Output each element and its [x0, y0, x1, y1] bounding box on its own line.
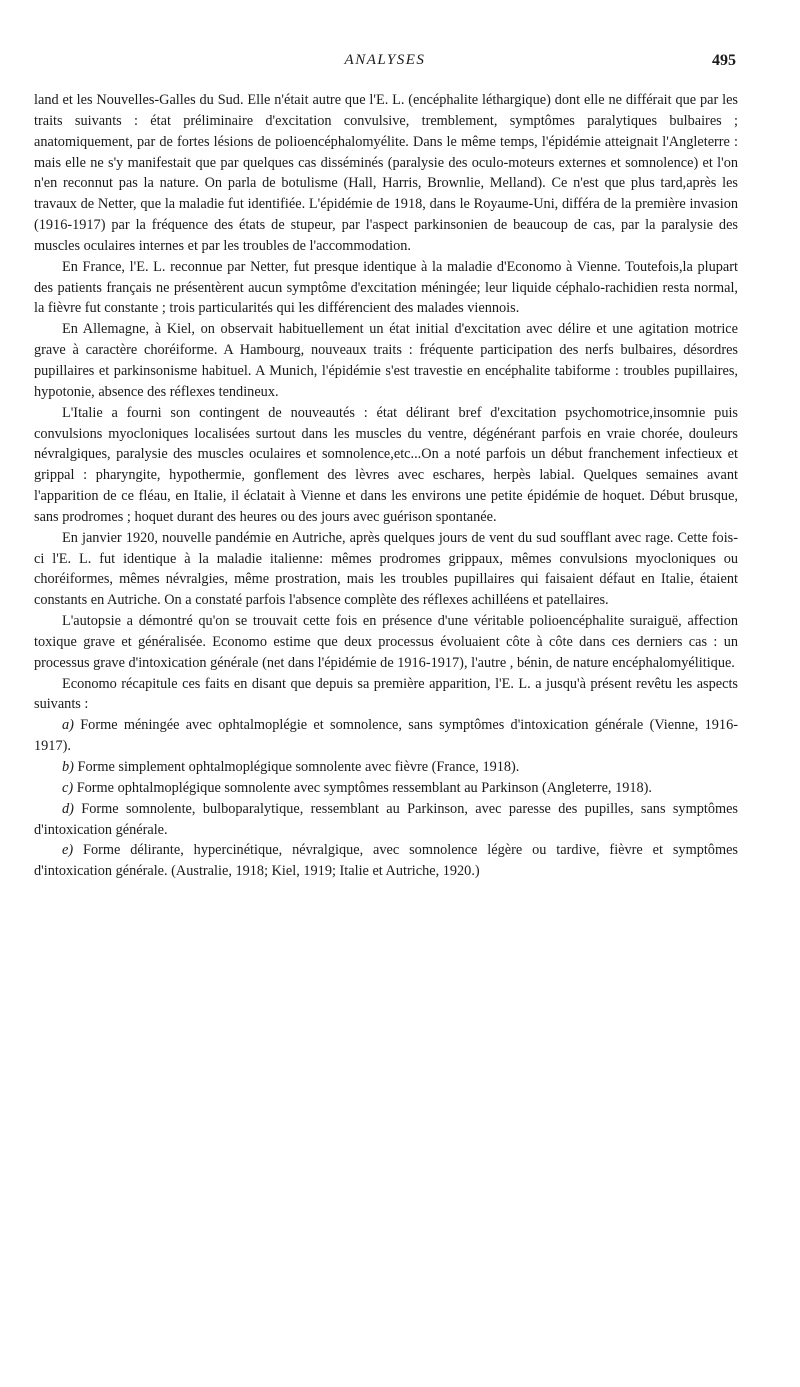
paragraph: En janvier 1920, nouvelle pandémie en Autriche, après quelques jours de vent du sud soufflant avec rage. Cette fois-ci l'E. L. fut identique à la maladie italienne: mêmes prodromes grippaux, mêmes convulsions myocloniques ou choréiformes, mêmes névralgies, même prostration, mais les troubles pupillaires qui faisaient défaut en Italie, étaient constants en Autriche. On a constaté parfois l'absence complète des réflexes achilléens et patellaires. [34, 529, 738, 609]
list-item-letter: a) [62, 717, 74, 734]
body-text [34, 90, 738, 882]
running-header [34, 52, 736, 72]
list-item [34, 757, 738, 778]
list-item-text: Forme délirante, hypercinétique, névralgique, avec somnolence légère ou tardive, fièvre et symptômes d'intoxication générale. (Australie, 1918; Kiel, 1919; Italie et Autriche, 1920.) [34, 842, 738, 880]
list-item [34, 799, 738, 841]
list-item-letter: e) [62, 842, 74, 859]
paragraph: En France, l'E. L. reconnue par Netter, fut presque identique à la maladie d'Economo à Vienne. Toutefois,la plupart des patients français ne présentèrent aucun symptôme d'excitation méningée; leur liquide céphalo-rachidien resta normal, la fièvre fut constante ; trois particularités qui les différencient des malades viennois. [34, 258, 738, 317]
list-item [34, 715, 738, 757]
paragraph: L'autopsie a démontré qu'on se trouvait cette fois en présence d'une véritable polioencéphalite suraiguë, affection toxique grave et généralisée. Economo estime que deux processus évoluaient côte à côte dans ces derniers cas : un processus grave d'intoxication générale (net dans l'épidémie de 1916-1917), l'autre , bénin, de nature encéphalomyélitique. [34, 613, 738, 671]
list-item-text: Forme ophtalmoplégique somnolente avec symptômes ressemblant au Parkinson (Angleterre, 1918). [76, 779, 653, 796]
paragraph: land et les Nouvelles-Galles du Sud. Elle n'était autre que l'E. L. (encéphalite léthargique) dont elle ne différait que par les traits suivants : état préliminaire d'excitation convulsive, tremblement, symptômes paralytiques bulbaires ; anatomiquement, par de fortes lésions de polioencéphalomyélite. Dans le même temps, l'épidémie atteignait l'Angleterre : mais elle ne s'y manifestait que par quelques cas disséminés (paralysie des oculo-moteurs externes et somnolence) et l'on n'en reconnut pas la nature. On parla de botulisme (Hall, Harris, Brownlie, Melland). Ce n'est que plus tard,après les travaux de Netter, que la maladie fut identifiée. L'épidémie de 1918, dans le Royaume-Uni, différa de la première invasion (1916-1917) par la fréquence des états de stupeur, par l'aspect parkinsonien de beaucoup de cas, par la paralysie des muscles oculaires internes et par les troubles de l'accommodation. [34, 92, 738, 254]
list-item-text: Forme méningée avec ophtalmoplégie et somnolence, sans symptômes d'intoxication générale (Vienne, 1916-1917). [34, 717, 738, 755]
paragraph: Economo récapitule ces faits en disant que depuis sa première apparition, l'E. L. a jusqu'à présent revêtu les aspects suivants : [34, 675, 738, 713]
page-number: 495 [712, 52, 736, 69]
paragraph: En Allemagne, à Kiel, on observait habituellement un état initial d'excitation avec délire et une agitation motrice grave à caractère choréiforme. A Hambourg, nouveaux traits : fréquente participation des nerfs bulbaires, désordres pupillaires et parkinsonisme habituel. A Munich, l'épidémie s'est travestie en encéphalite tabiforme : troubles pupillaires, hypotonie, absence des réflexes tendineux. [34, 321, 738, 400]
list-item-letter: c) [62, 779, 74, 796]
list-item-letter: b) [62, 759, 74, 775]
paragraph: L'Italie a fourni son contingent de nouveautés : état délirant bref d'excitation psychomotrice,insomnie puis convulsions myocloniques localisées surtout dans les muscles du ventre, dégénérant parfois en vraie chorée, douleurs névralgiques, paralysie des muscles oculaires et somnolence,etc...On a noté parfois un début franchement infectieux et grippal : pharyngite, hypothermie, gonflement des lèvres avec eschares, herpès labial. Quelques semaines avant l'apparition de ce fléau, en Italie, il éclatait à Vienne et dans les environs une petite épidémie de hoquet. Début brusque, sans prodromes ; hoquet durant des heures ou des jours avec guérison spontanée. [34, 404, 738, 525]
running-title: ANALYSES [344, 52, 426, 68]
list-item [34, 778, 738, 799]
list-item-text: Forme simplement ophtalmoplégique somnolente avec fièvre (France, 1918). [77, 759, 520, 775]
list-item [34, 840, 738, 882]
list-item-text: Forme somnolente, bulboparalytique, ressemblant au Parkinson, avec paresse des pupilles, sans symptômes d'intoxication générale. [34, 800, 739, 838]
list-item-letter: d) [62, 800, 74, 817]
